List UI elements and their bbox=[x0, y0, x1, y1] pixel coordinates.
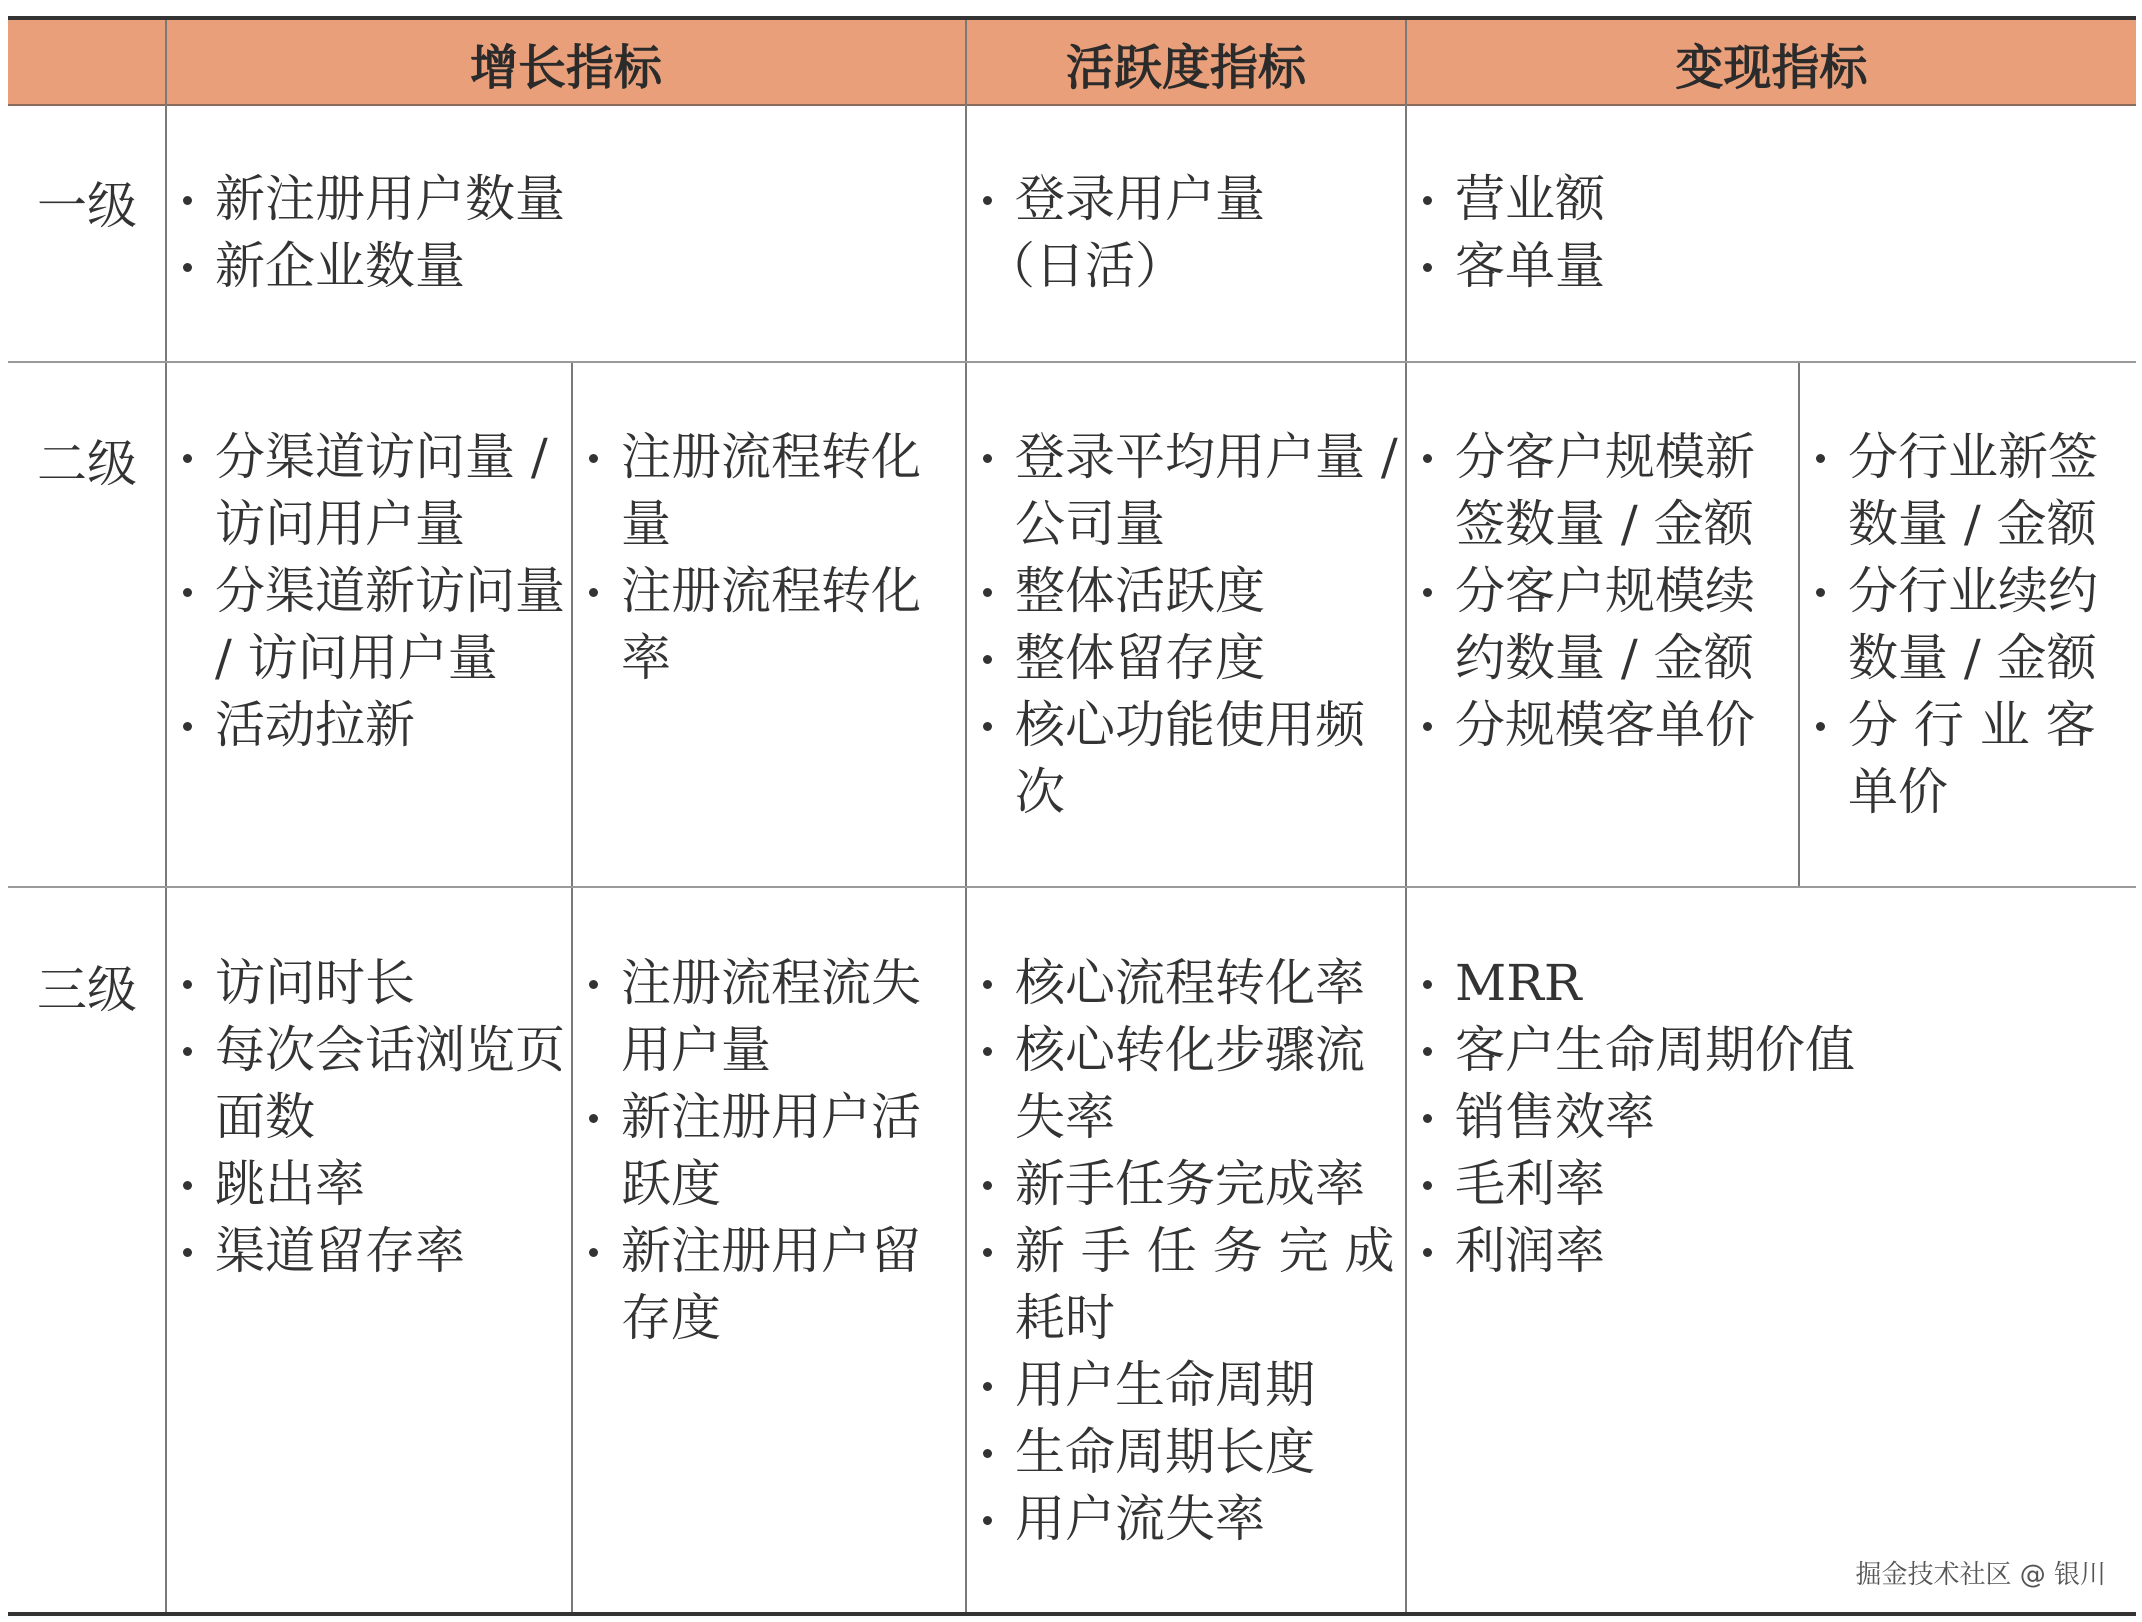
header-monetization: 变现指标 bbox=[1675, 39, 1868, 96]
list-item: 用户生命周期 bbox=[967, 1352, 1403, 1419]
list-item: 跳出率 bbox=[167, 1151, 567, 1218]
list-item: 利润率 bbox=[1407, 1218, 2107, 1285]
list-item-continuation: （日活） bbox=[985, 237, 1185, 295]
list-item: 用户流失率 bbox=[967, 1486, 1403, 1553]
list-item: 分行业续约数量 / 金额 bbox=[1800, 558, 2136, 692]
level1-growth-cell bbox=[167, 166, 947, 300]
list-item: 核心转化步骤流失率 bbox=[967, 1017, 1403, 1151]
list-item: 分客户规模续约数量 / 金额 bbox=[1407, 558, 1793, 692]
level-1-label: 一级 bbox=[37, 177, 137, 235]
list-item: 分 行 业 客单价 bbox=[1800, 692, 2136, 826]
list-item: 注册流程流失用户量 bbox=[573, 950, 959, 1084]
header-growth: 增长指标 bbox=[469, 39, 662, 96]
list-item: 客户生命周期价值 bbox=[1407, 1017, 2107, 1084]
list-item: 活动拉新 bbox=[167, 692, 567, 759]
list-item: 登录平均用户量 / 公司量 bbox=[967, 424, 1403, 558]
watermark: 掘金技术社区 @ 银川 bbox=[1855, 1560, 2106, 1590]
level1-monetization-cell bbox=[1407, 166, 2107, 300]
level2-activity-cell bbox=[967, 424, 1403, 826]
list-item: 渠道留存率 bbox=[167, 1218, 567, 1285]
list-item: 整体活跃度 bbox=[967, 558, 1403, 625]
level2-growth-b-cell bbox=[573, 424, 959, 692]
list-item: 分渠道新访问量 / 访问用户量 bbox=[167, 558, 567, 692]
list-item: 注册流程转化率 bbox=[573, 558, 959, 692]
list-item: 整体留存度 bbox=[967, 625, 1403, 692]
list-item: 销售效率 bbox=[1407, 1084, 2107, 1151]
list-item: 分客户规模新签数量 / 金额 bbox=[1407, 424, 1793, 558]
list-item: MRR bbox=[1407, 950, 2107, 1017]
row-divider-2 bbox=[8, 886, 2136, 888]
list-item: 新企业数量 bbox=[167, 233, 947, 300]
header-activity: 活跃度指标 bbox=[1065, 39, 1306, 96]
level-3-label: 三级 bbox=[37, 961, 137, 1019]
list-item: 新 手 任 务 完 成耗时 bbox=[967, 1218, 1403, 1352]
level3-growth-a-cell bbox=[167, 950, 567, 1285]
list-item: 营业额 bbox=[1407, 166, 2107, 233]
list-item: 分渠道访问量 / 访问用户量 bbox=[167, 424, 567, 558]
list-item: 新注册用户活跃度 bbox=[573, 1084, 959, 1218]
list-item: 核心流程转化率 bbox=[967, 950, 1403, 1017]
level2-growth-a-cell bbox=[167, 424, 567, 759]
list-item: 登录用户量 bbox=[967, 166, 1399, 233]
level-2-label: 二级 bbox=[37, 435, 137, 493]
table-bottom-rule bbox=[8, 1612, 2136, 1616]
level3-monetization-cell bbox=[1407, 950, 2107, 1285]
list-item: 分规模客单价 bbox=[1407, 692, 1793, 759]
list-item: 每次会话浏览页面数 bbox=[167, 1017, 567, 1151]
level2-monetization-b-cell bbox=[1800, 424, 2136, 826]
list-item: 注册流程转化量 bbox=[573, 424, 959, 558]
level3-activity-cell bbox=[967, 950, 1403, 1553]
row-divider-1 bbox=[8, 361, 2136, 363]
list-item: 毛利率 bbox=[1407, 1151, 2107, 1218]
list-item: 客单量 bbox=[1407, 233, 2107, 300]
list-item: 访问时长 bbox=[167, 950, 567, 1017]
list-item: 新注册用户数量 bbox=[167, 166, 947, 233]
list-item: 新注册用户留存度 bbox=[573, 1218, 959, 1352]
list-item: 核心功能使用频次 bbox=[967, 692, 1403, 826]
list-item: 新手任务完成率 bbox=[967, 1151, 1403, 1218]
header-corner bbox=[8, 20, 165, 106]
list-item: 分行业新签数量 / 金额 bbox=[1800, 424, 2136, 558]
level3-growth-b-cell bbox=[573, 950, 959, 1352]
level1-activity-cell bbox=[967, 166, 1399, 300]
level2-monetization-a-cell bbox=[1407, 424, 1793, 759]
list-item: 生命周期长度 bbox=[967, 1419, 1403, 1486]
